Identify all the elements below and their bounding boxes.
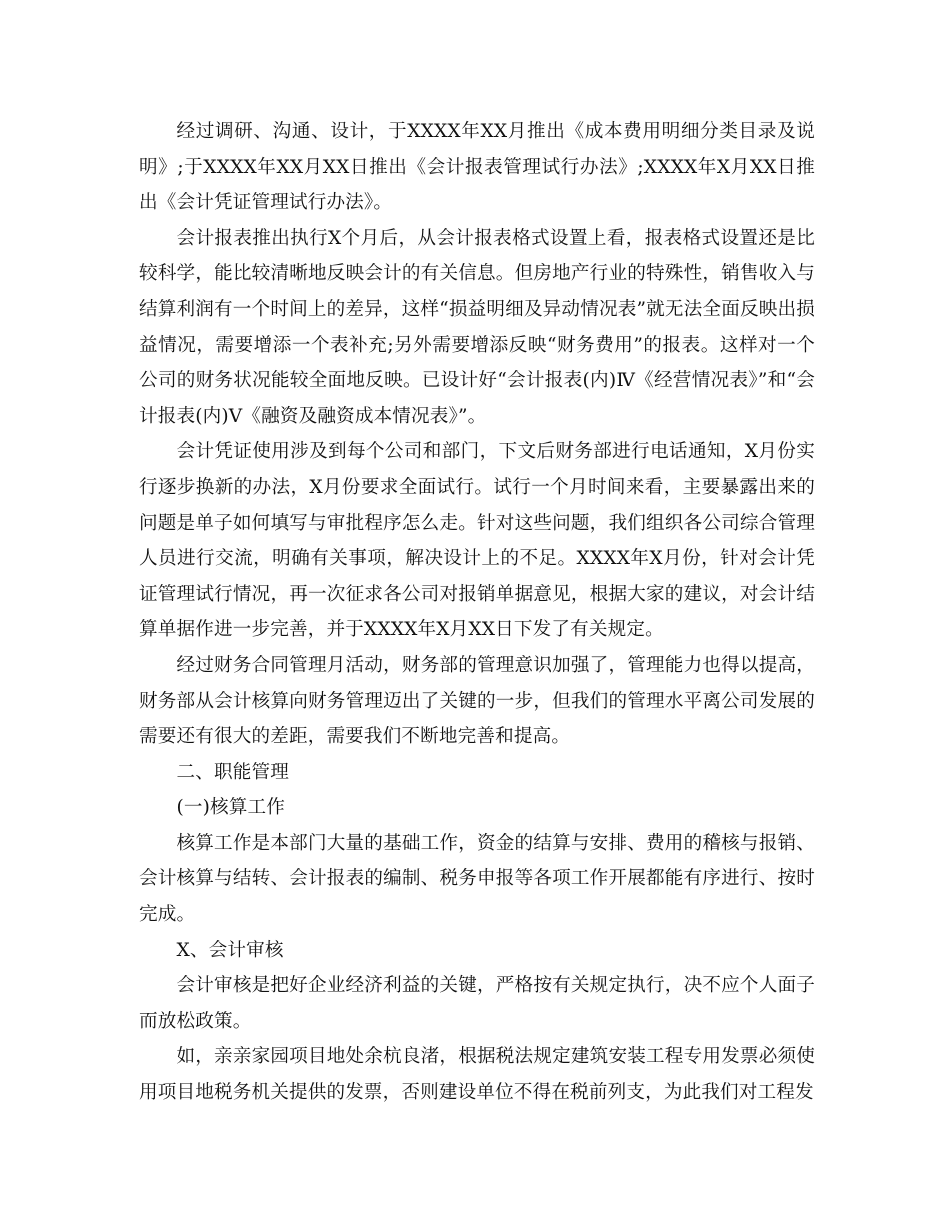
- subsection-heading-accounting-work: (一)核算工作: [176, 797, 286, 819]
- paragraph-project-example: 如，亲亲家园项目地处余杭良渚，根据税法规定建筑安装工程专用发票必须使用项目地税务机关提供的发票，否则建设单位不得在税前列支，为此我们对工程发: [139, 1046, 815, 1104]
- paragraph-document-design: 经过调研、沟通、设计，于XXXX年XX月推出《成本费用明细分类目录及说明》;于XXXX年XX月XX日推出《会计报表管理试行办法》;XXXX年X月XX日推出《会计凭证管理试行办法》。: [139, 121, 815, 214]
- subsection-heading-accounting-audit: X、会计审核: [176, 939, 284, 961]
- paragraph-accounting-audit: 会计审核是把好企业经济利益的关键，严格按有关规定执行，决不应个人面子而放松政策。: [139, 975, 815, 1032]
- paragraph-accounting-work: 核算工作是本部门大量的基础工作，资金的结算与安排、费用的稽核与报销、会计核算与结转、会计报表的编制、税务申报等各项工作开展都能有序进行、按时完成。: [139, 832, 815, 926]
- paragraph-report-execution: 会计报表推出执行X个月后，从会计报表格式设置上看，报表格式设置还是比较科学，能比较清晰地反映会计的有关信息。但房地产行业的特殊性，销售收入与结算利润有一个时间上的差异，这样“损益明细及异动情况表”就无法全面反映出损益情况，需要增添一个表补充;另外需要增添反映“财务费用”的报表。这样对一个公司的财务状况能较全面地反映。已设计好“会计报表(内)Ⅳ《经营情况表》”和“会计报表(内)Ⅴ《融资及融资成本情况表》”。: [139, 227, 815, 427]
- document-body: [139, 114, 815, 1111]
- section-heading-functional-management: 二、职能管理: [176, 761, 289, 783]
- paragraph-management-improvement: 经过财务合同管理月活动，财务部的管理意识加强了，管理能力也得以提高，财务部从会计核算向财务管理迈出了关键的一步，但我们的管理水平离公司发展的需要还有很大的差距，需要我们不断地完善和提高。: [139, 654, 815, 748]
- paragraph-voucher-usage: 会计凭证使用涉及到每个公司和部门，下文后财务部进行电话通知，X月份实行逐步换新的办法，X月份要求全面试行。试行一个月时间来看，主要暴露出来的问题是单子如何填写与审批程序怎么走。针对这些问题，我们组织各公司综合管理人员进行交流，明确有关事项，解决设计上的不足。XXXX年X月份，针对会计凭证管理试行情况，再一次征求各公司对报销单据意见，根据大家的建议，对会计结算单据作进一步完善，并于XXXX年X月XX日下发了有关规定。: [139, 441, 815, 641]
